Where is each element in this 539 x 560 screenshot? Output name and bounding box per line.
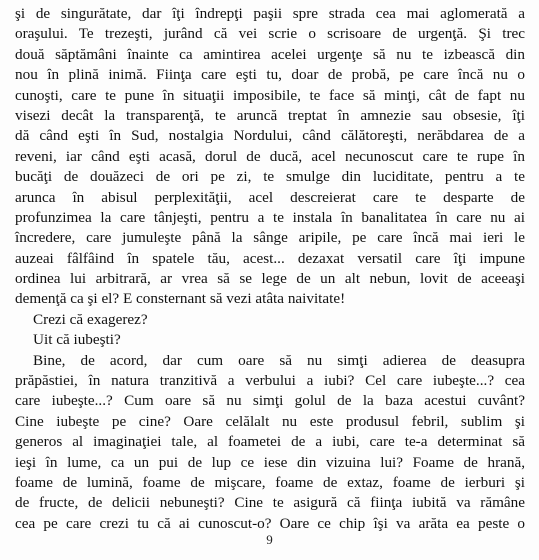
text-line: arunca în abisul perplexităţii, acel descreierat care te desparte de [15, 188, 525, 206]
text-line: Cine iubeşte pe cine? Oare celălalt nu este produsul febril, sublim şi [15, 412, 525, 430]
text-line: încredere, care jumuleşte până la sânge aripile, pe care încă mai ieri le [15, 229, 525, 247]
text-line: visezi decât la transparenţă, te aruncă treptat în amnezie sau obsesie, îţi [15, 106, 525, 124]
body-text [15, 4, 525, 534]
text-line: care iubeşte...? Cum oare să nu simţi golul de la baza acestui cuvânt? [15, 392, 525, 410]
text-line: Uit că iubeşti? [33, 331, 121, 349]
text-line: ordinea lui arbitrară, ar vrea să se lege de un alt nebun, lovit de aceeaşi [15, 270, 525, 288]
text-line: oraşului. Te trezeşti, jurând că vei scrie o scrisoare de urgenţă. Şi trec [15, 25, 525, 43]
text-line: două săptămâni înainte ca amintirea acelei urgenţe să nu te izbească din [15, 45, 525, 63]
text-line: nou în plină inimă. Fiinţa care eşti tu, doar de probă, pe care încă nu o [15, 66, 525, 84]
text-line: Bine, de acord, dar cum oare să nu simţi adierea de deasupra [33, 351, 525, 369]
text-line: de fructe, de delicii nebuneşti? Cine te asigură că fiinţa iubită va rămâne [15, 494, 525, 512]
text-line: generos al imaginaţiei tale, al foametei de a iubi, care te-a determinat să [15, 433, 525, 451]
text-line: ieşi în lume, ca un pui de lup ce iese din vizuina lui? Foame de hrană, [15, 453, 525, 471]
text-line: profunzimea la care tânjeşti, pentru a te instala în banalitatea în care nu ai [15, 208, 525, 226]
text-line: cea pe care crezi tu că ai cunoscut-o? Oare ce chip îşi va arăta ea peste o [15, 514, 525, 532]
text-line: demenţă ca şi el? E consternant să vezi atâta naivitate! [15, 290, 346, 308]
text-line: reveni, iar când eşti acasă, dorul de ducă, acel necunoscut care te rupe în [15, 147, 525, 165]
text-line: foame de lumină, foame de mişcare, foame de extaz, foame de ierburi şi [15, 473, 525, 491]
text-line: şi de singurătate, dar îţi îndrepţi paşii spre strada cea mai aglomerată a [15, 5, 525, 22]
text-line: bucăţi de douăzeci de ori pe zi, te smulge din luciditate, pentru a te [15, 168, 525, 186]
text-line: prăpăstiei, în natura tranzitivă a verbului a iubi? Cel care iubeşte...? cea [15, 372, 525, 390]
text-line: cunoşti, care te pune în situaţii imposibile, te face să minţi, cât de fapt nu [15, 86, 525, 104]
text-line: Crezi că exagerez? [33, 310, 148, 328]
page-number: 9 [266, 532, 273, 547]
text-line: auzeai fâlfâind în spatele tău, acest... dezaxat versatil care îţi impune [15, 249, 525, 267]
text-line: dă când eşti în Sud, nostalgia Nordului, când călătoreşti, nerăbdarea de a [15, 127, 525, 145]
